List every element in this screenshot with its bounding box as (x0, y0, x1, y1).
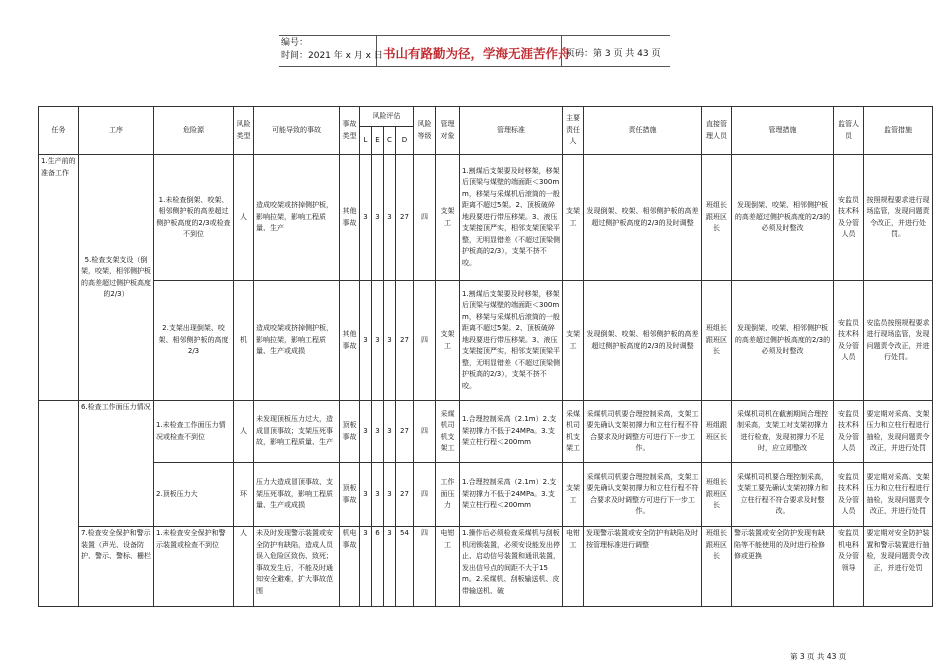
header-meta (281, 37, 383, 63)
cell-E: 3 (372, 401, 384, 463)
cell-E: 6 (372, 527, 384, 607)
cell-supervisor: 安监员技术科及分管人员 (834, 463, 864, 527)
col-process: 工序 (79, 107, 154, 155)
cell-supervise-measure: 要定期对采高、支架压力和立柱行程进行抽检，发现问题责令改正，并进行处罚 (864, 401, 933, 463)
col-accident-type: 事故类型 (340, 107, 360, 155)
cell-mgmt-object: 电钳工 (436, 527, 460, 607)
doc-time-label: 时间：2021 年 x 月 x 日 (281, 51, 383, 61)
cell-supervise-measure: 要定期对安全防护装置和警示装置进行抽检，发现问题责令改正，并进行处罚 (864, 527, 933, 607)
cell-mgmt-measure: 发现倒架、咬架、相邻侧护板的高差超过侧护板高度的2/3的必须及时整改 (732, 155, 834, 281)
col-risk-type: 风险类型 (234, 107, 254, 155)
cell-accident-type: 顶板事故 (340, 401, 360, 463)
col-owner: 主要责任人 (563, 107, 584, 155)
col-L: L (360, 127, 372, 155)
cell-supervisor: 安监员技术科及分管人员 (834, 401, 864, 463)
cell-supervisor: 安监员机电科及分管领导 (834, 527, 864, 607)
cell-duty-measure: 发现倒架、咬架、相邻侧护板的高差超过侧护板高度的2/3的及时调整 (584, 155, 702, 281)
cell-mgmt-standard: 1.合理控制采高（2.1m）2.支架初撑力不低于24MPa。3.支架立柱行程＜200mm (460, 463, 563, 527)
cell-L: 3 (360, 401, 372, 463)
header-slogan: 书山有路勤为径，学海无涯苦作舟 (383, 46, 571, 61)
cell-C: 3 (384, 281, 396, 401)
cell-accident: 造成咬架或挤掉侧护板，影响拉架，影响工程质量、生产或成损 (254, 281, 340, 401)
col-mgmt-measure: 管理措施 (732, 107, 834, 155)
cell-accident-type: 其他事故 (340, 155, 360, 281)
cell-direct-manager: 班组跟班区长 (702, 401, 732, 463)
table-row (39, 401, 933, 463)
cell-D: 27 (396, 155, 414, 281)
cell-L: 3 (360, 527, 372, 607)
cell-supervisor: 安监员技术科及分管人员 (834, 155, 864, 281)
col-direct-manager: 直接管理人员 (702, 107, 732, 155)
cell-direct-manager: 班组长跟班区长 (702, 463, 732, 527)
cell-accident-type: 其他事故 (340, 281, 360, 401)
col-C: C (384, 127, 396, 155)
cell-mgmt-measure: 采煤机司机要合理控制采高，支架工要先确认支架初撑力和立柱行程不符合要求及时整改。 (732, 463, 834, 527)
cell-mgmt-standard: 1.割煤后支架要及时移架，移架后顶梁与煤壁的端面距＜300mm，移架与采煤机后滚筒的一般距离不超过5架。2、顶板破碎地段要进行带压移架。3、液压支架接顶严实，相邻支架顶梁平整，无明显错差（不超过顶梁侧护板高的2/3），支架不挤不咬。 (460, 155, 563, 281)
cell-mgmt-measure: 采煤机司机在截割期间合理控制采高，支架工对支架初撑力进行检查，发现初撑力不足时，应立即整改 (732, 401, 834, 463)
cell-level: 四 (414, 155, 436, 281)
col-risk-level: 风险等级 (414, 107, 436, 155)
cell-mgmt-object: 支架工 (436, 281, 460, 401)
cell-mgmt-object: 支架工 (436, 155, 460, 281)
cell-accident: 压力大造成冒顶事故、支架压死事故，影响工程质量、生产或成损 (254, 463, 340, 527)
cell-owner: 支架工 (563, 155, 584, 281)
cell-owner: 电钳工 (563, 527, 584, 607)
cell-task (39, 401, 79, 607)
table-row (39, 463, 933, 527)
cell-accident: 未及时发现警示装置或安全防护有缺陷，造成人员误入危险区致伤、致死；事故发生后，不能及时通知安全避难，扩大事故范围 (254, 527, 340, 607)
col-D: D (396, 127, 414, 155)
cell-hazard: 1.未检查安全保护和警示装置或检查不到位 (154, 527, 234, 607)
cell-risk-type: 人 (234, 401, 254, 463)
cell-mgmt-standard: 1.合理控制采高（2.1m）2.支架初撑力不低于24MPa。3.支架立柱行程＜200mm (460, 401, 563, 463)
cell-process: 6.检查工作面压力情况 (79, 401, 154, 527)
col-duty-measure: 责任措施 (584, 107, 702, 155)
cell-direct-manager: 班组长跟班区长 (702, 527, 732, 607)
cell-owner: 采煤机司机支架工 (563, 401, 584, 463)
cell-mgmt-measure: 警示装置或安全防护发现有缺陷等不能使用的及时进行检修修或更换 (732, 527, 834, 607)
cell-mgmt-measure: 发现倒架、咬架、相邻侧护板的高差超过侧护板高度的2/3的必须及时整改 (732, 281, 834, 401)
cell-D: 27 (396, 281, 414, 401)
table-header-row (39, 107, 933, 127)
table-row (39, 281, 933, 401)
cell-mgmt-object: 工作面压力 (436, 463, 460, 527)
col-mgmt-standard: 管理标准 (460, 107, 563, 155)
risk-control-table (38, 106, 933, 607)
cell-duty-measure: 发现倒架、咬架、相邻侧护板的高差超过侧护板高度的2/3的及时调整 (584, 281, 702, 401)
cell-L: 3 (360, 463, 372, 527)
cell-hazard: 1.未检查工作面压力情况或检查不到位 (154, 401, 234, 463)
cell-direct-manager: 班组长跟班区长 (702, 281, 732, 401)
cell-C: 3 (384, 527, 396, 607)
cell-mgmt-standard: 1.割煤后支架要及时移架，移架后顶梁与煤壁的端面距＜300mm，移架与采煤机后滚筒的一般距离不超过5架。2、顶板破碎地段要进行带压移架。3、液压支架接顶严实，相邻支架顶梁平整，无明显错差（不超过顶梁侧护板高的2/3），支架不挤不咬。 (460, 281, 563, 401)
header-page-label: 页码：第 3 页 共 43 页 (566, 49, 661, 59)
cell-owner: 支架工 (563, 281, 584, 401)
page-footer: 第 3 页 共 43 页 (790, 652, 847, 661)
cell-C: 3 (384, 401, 396, 463)
cell-L: 3 (360, 281, 372, 401)
cell-level: 四 (414, 281, 436, 401)
cell-E: 3 (372, 155, 384, 281)
table-row (39, 155, 933, 281)
cell-task: 1.生产前的准备工作 (39, 155, 79, 401)
cell-duty-measure: 采煤机司机要合理控制采高，支架工要先确认支架初撑力和立柱行程不符合要求及时调整方可进行下一步工作。 (584, 463, 702, 527)
col-mgmt-object: 管理对象 (436, 107, 460, 155)
cell-level: 四 (414, 401, 436, 463)
cell-D: 27 (396, 463, 414, 527)
cell-supervise-measure: 要定期对采高、支架压力和立柱行程进行抽检，发现问题责令改正，并进行处罚 (864, 463, 933, 527)
cell-accident: 造成咬架或挤掉侧护板，影响拉架，影响工程质量、生产 (254, 155, 340, 281)
cell-C: 3 (384, 463, 396, 527)
col-E: E (372, 127, 384, 155)
col-supervise-measure: 监管措施 (864, 107, 933, 155)
cell-D: 54 (396, 527, 414, 607)
cell-accident-type: 机电事故 (340, 527, 360, 607)
cell-risk-type: 环 (234, 463, 254, 527)
col-task: 任务 (39, 107, 79, 155)
cell-duty-measure: 采煤机司机要合理控制采高，支架工要先确认支架初撑力和立柱行程不符合要求及时调整方可进行下一步工作。 (584, 401, 702, 463)
cell-process: 7.检查安全保护和警示装置（声光、设备防护、警示、警标、栅栏 (79, 527, 154, 607)
col-supervisor: 监管人员 (834, 107, 864, 155)
cell-supervise-measure: 安监员按照规程要求进行现场监管，发现问题责令改正，并进行处罚。 (864, 281, 933, 401)
cell-hazard: 1.未检查倒架、咬架、相邻侧护板的高差超过侧护板高度的2/3或检查不到位 (154, 155, 234, 281)
cell-level: 四 (414, 463, 436, 527)
header-bottom-rule (279, 66, 670, 67)
cell-D: 27 (396, 401, 414, 463)
cell-supervisor: 安监员技术科及分管人员 (834, 281, 864, 401)
cell-risk-type: 人 (234, 155, 254, 281)
cell-C: 3 (384, 155, 396, 281)
cell-direct-manager: 班组长跟班区长 (702, 155, 732, 281)
cell-mgmt-object: 采煤机司机支架工 (436, 401, 460, 463)
table-row (39, 527, 933, 607)
col-risk-eval: 风险评估 (360, 107, 414, 127)
cell-level: 四 (414, 527, 436, 607)
cell-owner: 支架工 (563, 463, 584, 527)
col-accident: 可能导致的事故 (254, 107, 340, 155)
cell-accident: 未发现顶板压力过大，造成冒顶事故；支架压死事故，影响工程质量、生产 (254, 401, 340, 463)
cell-E: 3 (372, 281, 384, 401)
cell-mgmt-standard: 1.操作后必须检查采煤机与刮板机闭锁装置，必须安设能发出停止、启动信号装置和通讯装置，发出信号点的间距不大于15m。2.采煤机、刮板输送机、皮带输送机、破 (460, 527, 563, 607)
cell-accident-type: 顶板事故 (340, 463, 360, 527)
cell-supervise-measure: 按照规程要求进行现场监管，发现问题责令改正，并进行处罚。 (864, 155, 933, 281)
cell-hazard: 2.支架出现倒架、咬架、相邻侧护板的高度2/3 (154, 281, 234, 401)
cell-L: 3 (360, 155, 372, 281)
cell-duty-measure: 发现警示装置或安全防护有缺陷及时按管理标准进行调整 (584, 527, 702, 607)
cell-hazard: 2.顶板压力大 (154, 463, 234, 527)
cell-risk-type: 机 (234, 281, 254, 401)
cell-E: 3 (372, 463, 384, 527)
header-top-rule (279, 35, 670, 36)
col-hazard: 危险源 (154, 107, 234, 155)
cell-risk-type: 人 (234, 527, 254, 607)
cell-process: 5.检查支架支设（倒架，咬架，相邻侧护板的高差超过侧护板高度的2/3） (79, 155, 154, 401)
doc-id-label: 编号： (281, 38, 309, 48)
